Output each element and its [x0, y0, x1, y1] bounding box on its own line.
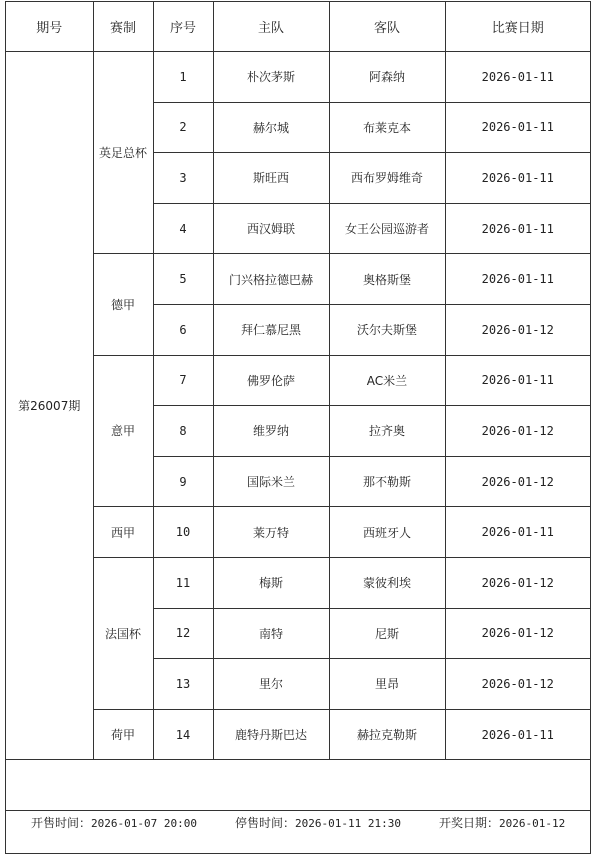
competition-cell: 荷甲 [93, 709, 153, 760]
home-team-cell: 莱万特 [213, 507, 329, 558]
competition-cell: 德甲 [93, 254, 153, 355]
match-date-cell: 2026-01-12 [445, 557, 590, 608]
table-row [6, 355, 590, 406]
away-team-cell: 西班牙人 [329, 507, 445, 558]
away-team-cell: 里昂 [329, 659, 445, 710]
lottery-schedule-sheet [5, 1, 591, 854]
home-team-cell: 佛罗伦萨 [213, 355, 329, 406]
home-team-cell: 门兴格拉德巴赫 [213, 254, 329, 305]
seq-cell: 13 [153, 659, 213, 710]
away-team-cell: AC米兰 [329, 355, 445, 406]
seq-cell: 14 [153, 709, 213, 760]
away-team-cell: 蒙彼利埃 [329, 557, 445, 608]
seq-cell: 12 [153, 608, 213, 659]
away-team-cell: 拉齐奥 [329, 406, 445, 457]
away-team-cell: 布莱克本 [329, 102, 445, 153]
match-date-cell: 2026-01-11 [445, 203, 590, 254]
match-date-cell: 2026-01-12 [445, 659, 590, 710]
home-team-cell: 国际米兰 [213, 456, 329, 507]
away-team-cell: 赫拉克勒斯 [329, 709, 445, 760]
home-team-cell: 西汉姆联 [213, 203, 329, 254]
match-date-cell: 2026-01-11 [445, 355, 590, 406]
table-row [6, 507, 590, 558]
draw-date-value: 2026-01-12 [499, 817, 566, 830]
seq-cell: 3 [153, 153, 213, 204]
match-date-cell: 2026-01-11 [445, 102, 590, 153]
away-team-cell: 西布罗姆维奇 [329, 153, 445, 204]
table-row [6, 52, 590, 103]
match-date-cell: 2026-01-11 [445, 153, 590, 204]
away-team-cell: 那不勒斯 [329, 456, 445, 507]
sale-open-value: 2026-01-07 20:00 [91, 817, 197, 830]
sale-close-label: 停售时间： [235, 816, 296, 830]
sale-open-time [31, 803, 197, 844]
sale-close-value: 2026-01-11 21:30 [295, 817, 401, 830]
draw-date-label: 开奖日期： [439, 816, 500, 830]
home-team-cell: 赫尔城 [213, 102, 329, 153]
home-team-cell: 梅斯 [213, 557, 329, 608]
home-team-cell: 斯旺西 [213, 153, 329, 204]
sale-info-footer [6, 803, 590, 843]
match-date-cell: 2026-01-12 [445, 304, 590, 355]
match-date-cell: 2026-01-12 [445, 456, 590, 507]
seq-cell: 11 [153, 557, 213, 608]
seq-cell: 10 [153, 507, 213, 558]
away-team-cell: 女王公园巡游者 [329, 203, 445, 254]
table-row [6, 557, 590, 608]
match-schedule-table [6, 2, 590, 811]
competition-cell: 英足总杯 [93, 52, 153, 254]
seq-cell: 5 [153, 254, 213, 305]
table-row [6, 254, 590, 305]
competition-cell: 意甲 [93, 355, 153, 507]
seq-cell: 1 [153, 52, 213, 103]
home-team-cell: 维罗纳 [213, 406, 329, 457]
match-date-cell: 2026-01-11 [445, 507, 590, 558]
draw-date [439, 803, 565, 844]
home-team-cell: 鹿特丹斯巴达 [213, 709, 329, 760]
header-away-team: 客队 [329, 2, 445, 52]
match-date-cell: 2026-01-12 [445, 608, 590, 659]
seq-cell: 7 [153, 355, 213, 406]
seq-cell: 9 [153, 456, 213, 507]
header-match-date: 比赛日期 [445, 2, 590, 52]
away-team-cell: 阿森纳 [329, 52, 445, 103]
home-team-cell: 南特 [213, 608, 329, 659]
competition-cell: 法国杯 [93, 557, 153, 709]
match-date-cell: 2026-01-11 [445, 52, 590, 103]
away-team-cell: 奥格斯堡 [329, 254, 445, 305]
home-team-cell: 朴次茅斯 [213, 52, 329, 103]
competition-cell: 西甲 [93, 507, 153, 558]
match-date-cell: 2026-01-12 [445, 406, 590, 457]
seq-cell: 4 [153, 203, 213, 254]
home-team-cell: 里尔 [213, 659, 329, 710]
sale-close-time [235, 803, 401, 844]
seq-cell: 8 [153, 406, 213, 457]
header-seq: 序号 [153, 2, 213, 52]
sale-open-label: 开售时间： [31, 816, 92, 830]
header-home-team: 主队 [213, 2, 329, 52]
header-issue: 期号 [6, 2, 93, 52]
table-row [6, 709, 590, 760]
match-date-cell: 2026-01-11 [445, 709, 590, 760]
seq-cell: 6 [153, 304, 213, 355]
seq-cell: 2 [153, 102, 213, 153]
issue-cell: 第26007期 [6, 52, 93, 760]
header-competition: 赛制 [93, 2, 153, 52]
header-row [6, 2, 590, 52]
home-team-cell: 拜仁慕尼黑 [213, 304, 329, 355]
away-team-cell: 沃尔夫斯堡 [329, 304, 445, 355]
away-team-cell: 尼斯 [329, 608, 445, 659]
match-date-cell: 2026-01-11 [445, 254, 590, 305]
